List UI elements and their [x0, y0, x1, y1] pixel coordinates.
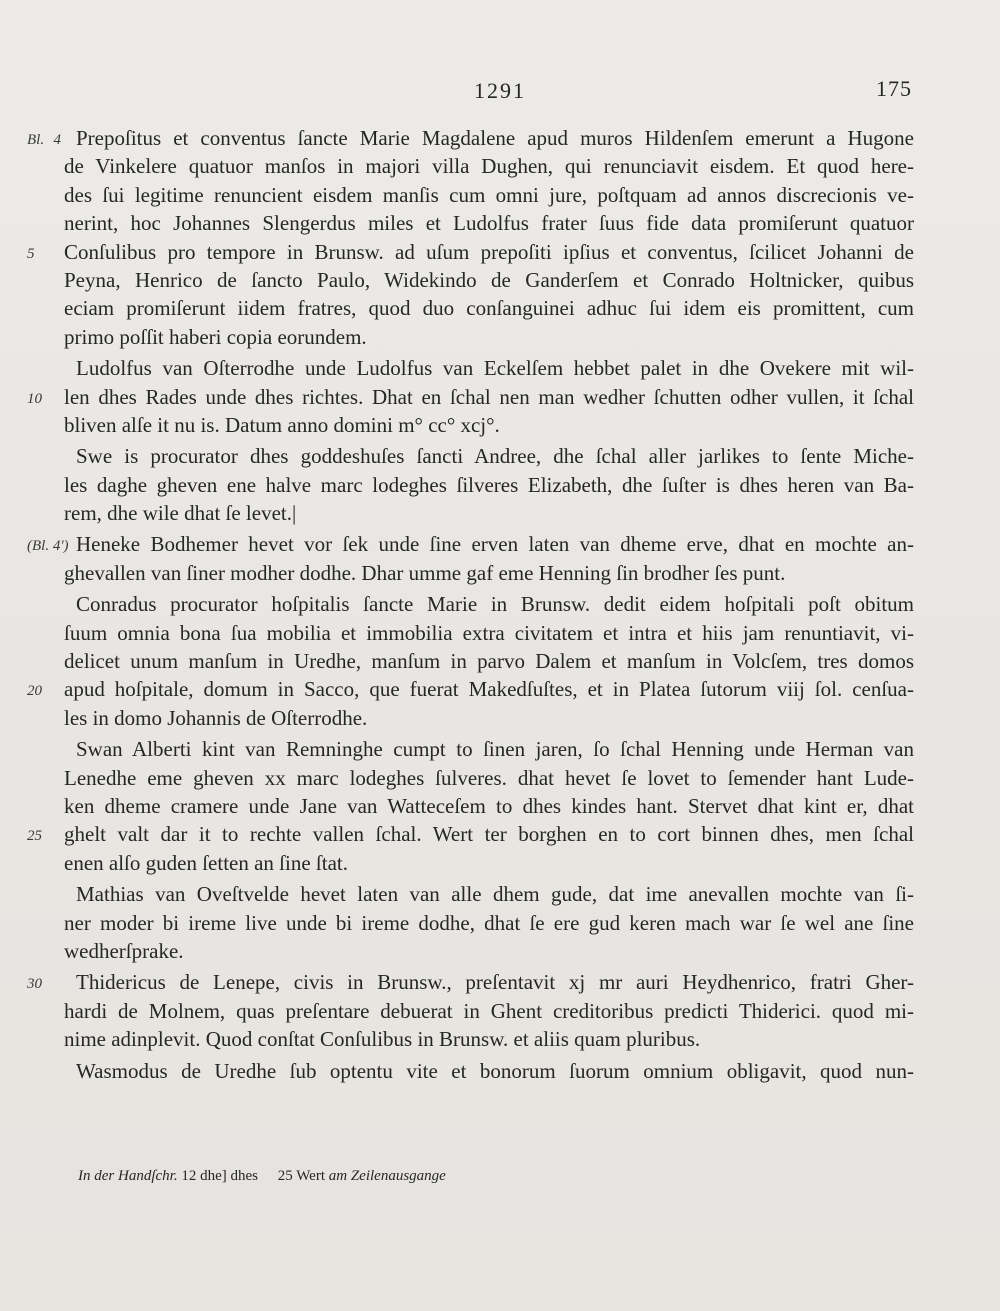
- text-line: [64, 1025, 914, 1053]
- footnote-text-2: Wert: [296, 1168, 325, 1184]
- text-line: [64, 849, 914, 877]
- text-line: [64, 294, 914, 322]
- footnote-prefix: In der Handſchr.: [78, 1168, 178, 1184]
- text-line: [64, 792, 914, 820]
- text-line: [64, 411, 914, 439]
- text-line: [64, 937, 914, 965]
- line-text: apud hoſpitale, domum in Sacco, que fuerat Makedſuſtes, et in Platea ſutorum viij ſol. cenſua-: [64, 677, 914, 702]
- text-line: [64, 499, 914, 527]
- line-text: ſuum omnia bona ſua mobilia et immobilia extra civitatem et intra et hiis jam renuntiavit, vi-: [64, 620, 914, 645]
- text-line: [27, 530, 914, 558]
- line-text: delicet unum manſum in Uredhe, manſum in parvo Dalem et manſum in Volcſem, tres domos: [64, 649, 914, 674]
- text-line: [64, 471, 914, 499]
- line-number-10: 10: [27, 390, 42, 407]
- line-text: les daghe gheven ene halve marc lodeghes ſilveres Elizabeth, dhe ſuſter is dhes heren van Ba-: [64, 472, 914, 497]
- line-text: Swan Alberti kint van Remninghe cumpt to ſinen jaren, ſo ſchal Henning unde Herman van: [76, 737, 914, 762]
- text-line: [64, 704, 914, 732]
- text-line: [64, 1057, 914, 1085]
- margin-ref-bl4b: (Bl. 4'): [27, 538, 69, 555]
- text-line: [64, 323, 914, 351]
- line-number-5: 5: [27, 245, 35, 262]
- line-text: Conſulibus pro tempore in Brunsw. ad uſum prepoſiti ipſius et conventus, ſcilicet Johanni de: [64, 239, 914, 264]
- line-text: Wasmodus de Uredhe ſub optentu vite et bonorum ſuorum omnium obligavit, quod nun-: [76, 1058, 914, 1083]
- text-line: [64, 209, 914, 237]
- text-line: [64, 442, 914, 470]
- footnote-text-1: dhe] dhes: [200, 1168, 258, 1184]
- text-line: [64, 735, 914, 763]
- text-line: [64, 647, 914, 675]
- line-text: nime adinplevit. Quod conſtat Conſulibus in Brunsw. et aliis quam pluribus.: [64, 1027, 701, 1052]
- line-text: nerint, hoc Johannes Slengerdus miles et Ludolfus frater ſuus fide data promiſerunt quatuor: [64, 211, 914, 236]
- line-text: Swe is procurator dhes goddeshuſes ſancti Andree, dhe ſchal aller jarlikes to ſente Miche-: [76, 444, 914, 469]
- line-text: les in domo Johannis de Oſterrodhe.: [64, 705, 368, 730]
- line-text: des ſui legitime renuncient eisdem manſis cum omni jure, poſtquam ad annos discrecionis ve-: [64, 182, 914, 207]
- text-line: [64, 152, 914, 180]
- line-text: de Vinkelere quatuor manſos in majori villa Dughen, qui renunciavit eisdem. Et quod here-: [64, 154, 914, 179]
- line-text: Ludolfus van Oſterrodhe unde Ludolfus van Eckelſem hebbet palet in dhe Ovekere mit wil-: [76, 356, 914, 381]
- margin-ref-bl4: Bl. 4: [27, 132, 61, 148]
- line-text: wedherſprake.: [64, 938, 184, 963]
- text-line: [64, 764, 914, 792]
- footnote-text-3: am Zeilenausgange: [328, 1168, 446, 1184]
- text-line: [64, 181, 914, 209]
- apparatus-footnote: [78, 1168, 778, 1185]
- line-text: enen alſo guden ſetten an ſine ſtat.: [64, 850, 348, 875]
- line-number-30: 30: [27, 976, 42, 993]
- line-text: Peyna, Henrico de ſancto Paulo, Widekindo de Ganderſem et Conrado Holtnicker, quibus: [64, 267, 914, 292]
- line-text: ner moder bi ireme live unde bi ireme dodhe, dhat ſe ere gud keren mach war ſe wel ane ſine: [64, 910, 914, 935]
- main-text: [27, 124, 914, 1085]
- line-number-20: 20: [27, 683, 42, 700]
- line-text: primo poſſit haberi copia eorundem.: [64, 324, 367, 349]
- text-line: [27, 675, 914, 703]
- line-text: eciam promiſerunt iidem fratres, quod duo conſanguinei adhuc ſui idem eis promittent, cum: [64, 296, 914, 321]
- text-line: [27, 383, 914, 411]
- line-text: ghelt valt dar it to rechte vallen ſchal. Wert ter borghen en to cort binnen dhes, men ſchal: [64, 822, 914, 847]
- text-line: [64, 909, 914, 937]
- text-line: [64, 880, 914, 908]
- line-text: Thidericus de Lenepe, civis in Brunsw., preſentavit xj mr auri Heydhenrico, fratri Gher-: [76, 970, 914, 995]
- text-line: [64, 590, 914, 618]
- footnote-line-ref-2: 25: [277, 1168, 293, 1184]
- line-text: hardi de Molnem, quas preſentare debuerat in Ghent creditoribus predicti Thiderici. quod mi-: [64, 998, 914, 1023]
- line-text: rem, dhe wile dhat ſe levet.|: [64, 501, 297, 526]
- line-text: Heneke Bodhemer hevet vor ſek unde ſine erven laten van dheme erve, dhat en mochte an-: [76, 532, 914, 557]
- text-line: [27, 820, 914, 848]
- text-line: [64, 559, 914, 587]
- line-text: len dhes Rades unde dhes richtes. Dhat en ſchal nen man wedher ſchutten odher vullen, it ſchal: [64, 384, 914, 409]
- text-line: [27, 968, 914, 996]
- line-text: bliven alſe it nu is. Datum anno domini m° cc° xcj°.: [64, 412, 500, 437]
- running-header-year: 1291: [474, 78, 526, 103]
- text-line: [64, 266, 914, 294]
- line-text: Prepoſitus et conventus ſancte Marie Magdalene apud muros Hildenſem emerunt a Hugone: [76, 126, 914, 150]
- text-line: [27, 124, 914, 152]
- page-number: 175: [876, 76, 912, 101]
- text-line: [27, 238, 914, 266]
- line-text: Lenedhe eme gheven xx marc lodeghes ſulveres. dhat hevet ſe lovet to ſemender hant Lude-: [64, 765, 914, 790]
- text-line: [64, 354, 914, 382]
- footnote-line-ref-1: 12: [181, 1168, 197, 1184]
- line-number-25: 25: [27, 828, 42, 845]
- line-text: ghevallen van ſiner modher dodhe. Dhar umme gaf eme Henning ſin brodher ſes punt.: [64, 560, 786, 585]
- line-text: Mathias van Oveſtvelde hevet laten van alle dhem gude, dat ime anevallen mochte van ſi-: [76, 882, 914, 907]
- line-text: Conradus procurator hoſpitalis ſancte Marie in Brunsw. dedit eidem hoſpitali poſt obitum: [76, 592, 914, 617]
- line-text: ken dheme cramere unde Jane van Watteceſem to dhes kindes hant. Stervet dhat kint er, dhat: [64, 793, 914, 818]
- text-line: [64, 997, 914, 1025]
- text-line: [64, 619, 914, 647]
